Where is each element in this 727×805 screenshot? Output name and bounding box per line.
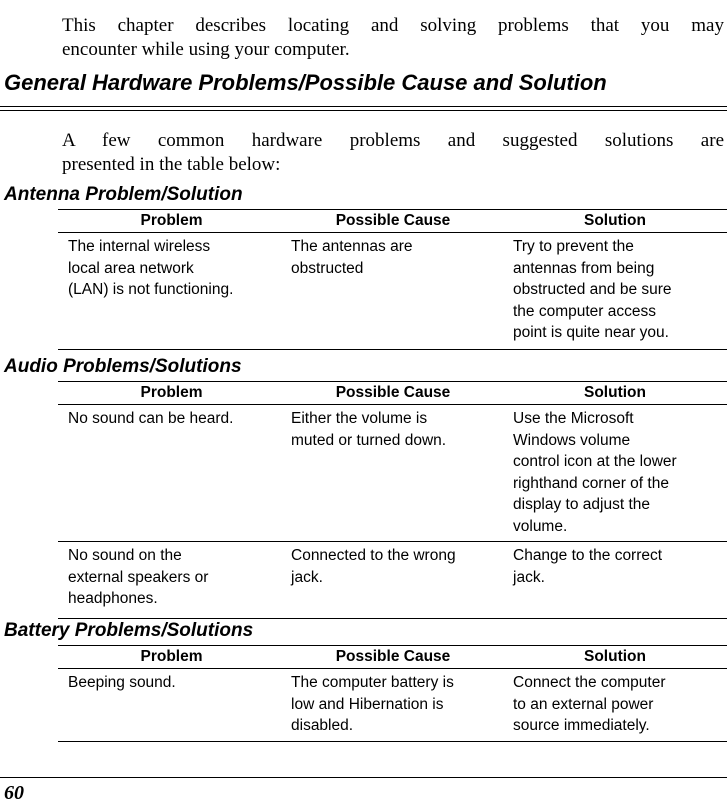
- table-row: [58, 405, 727, 542]
- cell-line: No sound on the: [68, 547, 182, 564]
- header-solution: Solution: [584, 212, 646, 229]
- cell-line: The computer battery is: [291, 674, 454, 691]
- cell-line: jack.: [513, 568, 545, 586]
- cell-line: The internal wireless: [68, 238, 211, 255]
- cell-line: source immediately.: [513, 717, 650, 734]
- header-cause: Possible Cause: [335, 212, 451, 229]
- table-row: [58, 542, 727, 619]
- cell-line: control icon at the lower: [513, 453, 677, 470]
- header-problem: Problem: [140, 212, 203, 229]
- table-intro-line-2: presented in the table below:: [62, 154, 281, 175]
- cell-line: point is quite near you.: [513, 324, 669, 341]
- cell-line: No sound can be heard.: [68, 410, 234, 427]
- cell-line: antennas from being: [513, 259, 655, 277]
- problem-cell: [68, 236, 282, 301]
- cause-cell: [291, 236, 507, 279]
- cell-line: (LAN) is not functioning.: [68, 281, 234, 298]
- cell-line: righthand corner of the: [513, 474, 669, 492]
- audio-section-title: Audio Problems/Solutions: [4, 356, 242, 377]
- cause-cell: [291, 545, 507, 588]
- audio-table: [58, 381, 727, 619]
- heading-rule-top: [0, 106, 727, 107]
- solution-cell: [513, 545, 727, 588]
- cell-line: local area network: [68, 259, 194, 277]
- cell-line: volume.: [513, 517, 568, 535]
- footer-rule: [0, 777, 727, 778]
- problem-cell: [68, 672, 282, 694]
- heading-rule-bottom: [0, 110, 727, 111]
- antenna-table: [58, 209, 727, 350]
- intro-line-1: This chapter describes locating and solving problems that you may: [62, 15, 724, 36]
- header-problem: Problem: [140, 384, 203, 401]
- cell-line: external speakers or: [68, 568, 209, 586]
- cell-line: obstructed: [291, 259, 364, 277]
- header-solution: Solution: [584, 648, 646, 665]
- table-intro-line-1: A few common hardware problems and suggested solutions are: [62, 130, 724, 151]
- table-intro-paragraph: [62, 129, 724, 177]
- cell-line: The antennas are: [291, 238, 413, 255]
- cell-line: disabled.: [291, 717, 354, 734]
- antenna-section-title: Antenna Problem/Solution: [4, 184, 243, 205]
- cell-line: Either the volume is: [291, 410, 428, 427]
- section-heading: General Hardware Problems/Possible Cause and Solution: [4, 70, 607, 95]
- cell-line: jack.: [291, 568, 323, 586]
- cell-line: Connected to the wrong: [291, 547, 456, 564]
- table-header: [58, 209, 727, 233]
- table-header: [58, 645, 727, 669]
- intro-paragraph: [62, 14, 724, 62]
- header-problem: Problem: [140, 648, 203, 665]
- table-row: [58, 233, 727, 350]
- table-row: [58, 669, 727, 742]
- intro-line-2: encounter while using your computer.: [62, 39, 350, 60]
- solution-cell: [513, 672, 727, 737]
- header-cause: Possible Cause: [335, 648, 451, 665]
- solution-cell: [513, 236, 727, 344]
- cell-line: headphones.: [68, 590, 158, 607]
- battery-table: [58, 645, 727, 742]
- problem-cell: [68, 545, 282, 610]
- cell-line: Windows volume: [513, 431, 631, 449]
- battery-section-title: Battery Problems/Solutions: [4, 620, 254, 641]
- cell-line: muted or turned down.: [291, 431, 447, 449]
- header-solution: Solution: [584, 384, 646, 401]
- cell-line: Change to the correct: [513, 547, 663, 564]
- cell-line: the computer access: [513, 302, 657, 320]
- cell-line: Beeping sound.: [68, 674, 176, 691]
- page-number: 60: [4, 782, 24, 804]
- solution-cell: [513, 408, 727, 537]
- cause-cell: [291, 672, 507, 737]
- cell-line: Connect the computer: [513, 674, 666, 691]
- cell-line: low and Hibernation is: [291, 695, 444, 713]
- table-header: [58, 381, 727, 405]
- cell-line: to an external power: [513, 695, 654, 713]
- cell-line: Try to prevent the: [513, 238, 634, 255]
- cause-cell: [291, 408, 507, 451]
- cell-line: obstructed and be sure: [513, 281, 672, 298]
- cell-line: Use the Microsoft: [513, 410, 634, 427]
- problem-cell: [68, 408, 282, 430]
- header-cause: Possible Cause: [335, 384, 451, 401]
- cell-line: display to adjust the: [513, 496, 651, 513]
